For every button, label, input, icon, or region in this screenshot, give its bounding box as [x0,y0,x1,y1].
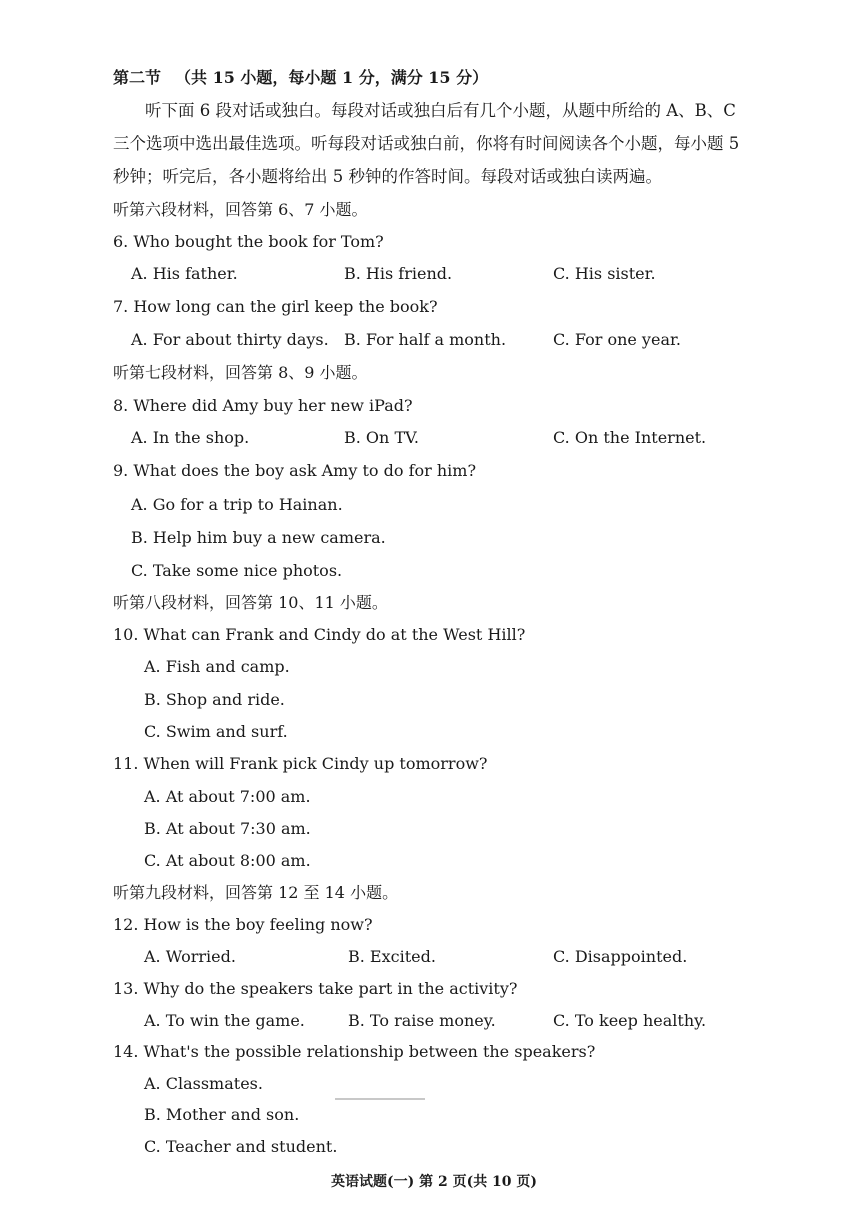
question-9: 9. What does the boy ask Amy to do for him? [113,461,477,480]
q6-option-c: C. His sister. [553,264,656,283]
q14-option-a: A. Classmates. [144,1074,263,1093]
q14-option-b: B. Mother and son. [144,1105,300,1124]
q7-option-b: B. For half a month. [344,330,507,349]
q8-option-b: B. On TV. [344,428,419,447]
question-8: 8. Where did Amy buy her new iPad? [113,396,413,415]
group-heading-7: 听第七段材料，回答第 8、9 小题。 [113,363,368,382]
q7-option-c: C. For one year. [553,330,681,349]
question-13: 13. Why do the speakers take part in the activity? [113,979,518,998]
section-note: （共 15 小题，每小题 1 分，满分 15 分） [175,68,489,87]
q14-option-c: C. Teacher and student. [144,1137,338,1156]
intro-line-2: 三个选项中选出最佳选项。听每段对话或独白前，你将有时间阅读各个小题，每小题 5 [113,134,740,153]
q10-option-a: A. Fish and camp. [144,657,290,676]
q7-option-a: A. For about thirty days. [131,330,329,349]
scan-smudge [335,1098,425,1100]
group-heading-8: 听第八段材料，回答第 10、11 小题。 [113,593,388,612]
q13-option-b: B. To raise money. [348,1011,496,1030]
question-12: 12. How is the boy feeling now? [113,915,373,934]
question-14: 14. What's the possible relationship between the speakers? [113,1042,596,1061]
intro-line-1: 听下面 6 段对话或独白。每段对话或独白后有几个小题，从题中所给的 A、B、C [145,101,736,120]
question-7: 7. How long can the girl keep the book? [113,297,438,316]
intro-line-3: 秒钟；听完后，各小题将给出 5 秒钟的作答时间。每段对话或独白读两遍。 [113,167,662,186]
q8-option-a: A. In the shop. [131,428,250,447]
q11-option-b: B. At about 7:30 am. [144,819,311,838]
question-6: 6. Who bought the book for Tom? [113,232,384,251]
q11-option-a: A. At about 7:00 am. [144,787,311,806]
question-11: 11. When will Frank pick Cindy up tomorrow? [113,754,488,773]
q12-option-b: B. Excited. [348,947,436,966]
q13-option-c: C. To keep healthy. [553,1011,707,1030]
section-header [113,67,488,89]
q9-option-b: B. Help him buy a new camera. [131,528,386,547]
q6-option-b: B. His friend. [344,264,453,283]
q6-option-a: A. His father. [131,264,238,283]
q9-option-c: C. Take some nice photos. [131,561,343,580]
page-footer: 英语试题(一) 第 2 页(共 10 页) [330,1174,538,1190]
q8-option-c: C. On the Internet. [553,428,707,447]
q10-option-c: C. Swim and surf. [144,722,288,741]
group-heading-9: 听第九段材料，回答第 12 至 14 小题。 [113,883,399,902]
q9-option-a: A. Go for a trip to Hainan. [131,495,343,514]
group-heading-6: 听第六段材料，回答第 6、7 小题。 [113,200,368,219]
q12-option-c: C. Disappointed. [553,947,688,966]
q11-option-c: C. At about 8:00 am. [144,851,311,870]
q12-option-a: A. Worried. [144,947,236,966]
question-10: 10. What can Frank and Cindy do at the West Hill? [113,625,526,644]
section-title: 第二节 [113,68,162,87]
q13-option-a: A. To win the game. [144,1011,305,1030]
q10-option-b: B. Shop and ride. [144,690,285,709]
